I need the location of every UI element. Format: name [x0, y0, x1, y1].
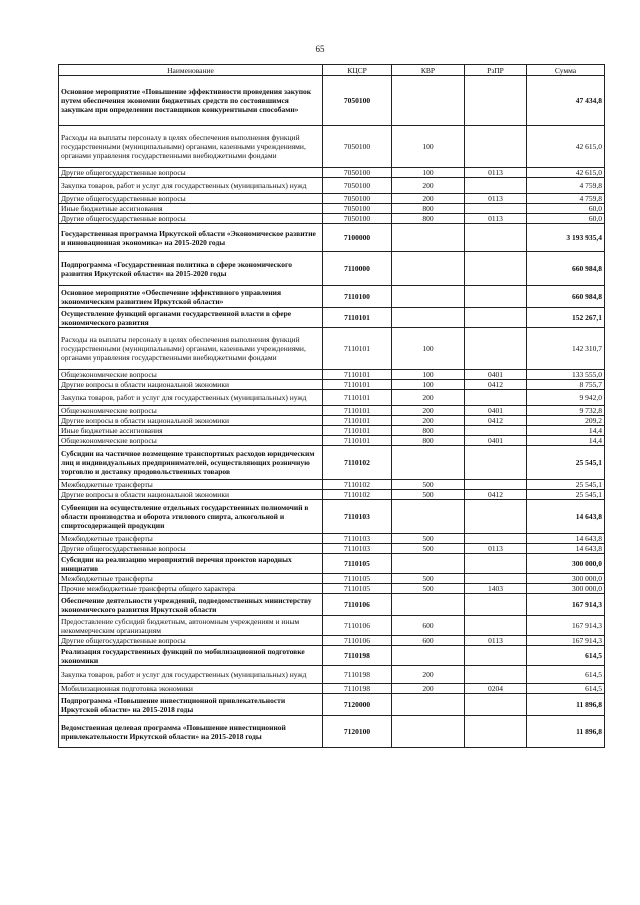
- table-row: [59, 694, 605, 716]
- cell-kvr: 500: [392, 584, 465, 594]
- cell-rzpr: 0113: [465, 636, 527, 646]
- cell-kvr: 600: [392, 616, 465, 636]
- cell-name: Обеспечение деятельности учреждений, подведомственных министерству экономического развития Иркутской области: [59, 594, 323, 616]
- cell-rzpr: [465, 534, 527, 544]
- cell-kvr: 500: [392, 480, 465, 490]
- cell-name: Подпрограмма «Государственная политика в сфере экономического развития Иркутской области» на 2015-2020 годы: [59, 252, 323, 286]
- table-row: [59, 666, 605, 684]
- cell-sum: 11 896,8: [527, 694, 605, 716]
- cell-kvr: 100: [392, 126, 465, 168]
- cell-kvr: 800: [392, 214, 465, 224]
- cell-kvr: [392, 716, 465, 748]
- cell-kvr: 500: [392, 490, 465, 500]
- cell-sum: 42 615,0: [527, 126, 605, 168]
- header-sum: Сумма: [527, 65, 605, 76]
- cell-sum: 9 732,8: [527, 406, 605, 416]
- cell-name: Иные бюджетные ассигнования: [59, 426, 323, 436]
- cell-kcsr: 7110100: [323, 286, 392, 308]
- cell-kcsr: 7110101: [323, 416, 392, 426]
- cell-rzpr: 0113: [465, 194, 527, 204]
- cell-sum: 14 643,8: [527, 534, 605, 544]
- cell-sum: 300 000,0: [527, 584, 605, 594]
- cell-kcsr: 7050100: [323, 178, 392, 194]
- cell-kcsr: 7110101: [323, 328, 392, 370]
- cell-kvr: 100: [392, 370, 465, 380]
- cell-rzpr: 0113: [465, 544, 527, 554]
- cell-kvr: 500: [392, 544, 465, 554]
- cell-kcsr: 7110105: [323, 554, 392, 574]
- cell-rzpr: [465, 480, 527, 490]
- cell-kvr: 200: [392, 666, 465, 684]
- cell-kvr: 200: [392, 406, 465, 416]
- table-row: [59, 544, 605, 554]
- table-row: [59, 380, 605, 390]
- cell-kcsr: 7120100: [323, 716, 392, 748]
- cell-rzpr: [465, 616, 527, 636]
- table-row: [59, 616, 605, 636]
- cell-rzpr: [465, 694, 527, 716]
- cell-sum: 209,2: [527, 416, 605, 426]
- table-row: [59, 178, 605, 194]
- cell-rzpr: 1403: [465, 584, 527, 594]
- cell-sum: 14,4: [527, 436, 605, 446]
- cell-kcsr: 7110101: [323, 390, 392, 406]
- table-row: [59, 406, 605, 416]
- cell-name: Субсидии на реализацию мероприятий перечня проектов народных инициатив: [59, 554, 323, 574]
- table-row: [59, 328, 605, 370]
- cell-rzpr: [465, 204, 527, 214]
- cell-rzpr: [465, 126, 527, 168]
- cell-kvr: [392, 76, 465, 126]
- cell-sum: 14 643,8: [527, 544, 605, 554]
- cell-kvr: [392, 252, 465, 286]
- cell-kcsr: 7050100: [323, 204, 392, 214]
- cell-sum: 660 984,8: [527, 286, 605, 308]
- cell-rzpr: 0401: [465, 406, 527, 416]
- cell-kvr: 100: [392, 328, 465, 370]
- cell-sum: 614,5: [527, 666, 605, 684]
- cell-name: Закупка товаров, работ и услуг для государственных (муниципальных) нужд: [59, 666, 323, 684]
- cell-kcsr: 7110198: [323, 666, 392, 684]
- cell-kvr: [392, 308, 465, 328]
- cell-kcsr: 7120000: [323, 694, 392, 716]
- cell-name: Прочие межбюджетные трансферты общего характера: [59, 584, 323, 594]
- cell-rzpr: 0113: [465, 168, 527, 178]
- cell-kvr: [392, 694, 465, 716]
- cell-rzpr: 0412: [465, 380, 527, 390]
- cell-name: Другие общегосударственные вопросы: [59, 214, 323, 224]
- cell-kvr: [392, 646, 465, 666]
- cell-kvr: 200: [392, 178, 465, 194]
- cell-name: Иные бюджетные ассигнования: [59, 204, 323, 214]
- cell-sum: 167 914,3: [527, 594, 605, 616]
- cell-name: Закупка товаров, работ и услуг для государственных (муниципальных) нужд: [59, 390, 323, 406]
- cell-kvr: [392, 224, 465, 252]
- cell-rzpr: [465, 646, 527, 666]
- cell-kcsr: 7110103: [323, 544, 392, 554]
- cell-name: Государственная программа Иркутской области «Экономическое развитие и инновационная экономика» на 2015-2020 годы: [59, 224, 323, 252]
- cell-rzpr: 0401: [465, 370, 527, 380]
- cell-name: Общеэкономические вопросы: [59, 370, 323, 380]
- cell-rzpr: 0401: [465, 436, 527, 446]
- cell-rzpr: [465, 446, 527, 480]
- table-row: [59, 490, 605, 500]
- cell-name: Другие вопросы в области национальной экономики: [59, 416, 323, 426]
- table-row: [59, 416, 605, 426]
- cell-kvr: 200: [392, 684, 465, 694]
- cell-sum: 9 942,0: [527, 390, 605, 406]
- cell-kvr: [392, 594, 465, 616]
- cell-name: Реализация государственных функций по мобилизационной подготовке экономики: [59, 646, 323, 666]
- cell-kvr: 100: [392, 168, 465, 178]
- cell-kcsr: 7110103: [323, 500, 392, 534]
- cell-kvr: 200: [392, 390, 465, 406]
- cell-name: Основное мероприятие «Обеспечение эффективного управления экономическим развитием Иркутской области»: [59, 286, 323, 308]
- table-row: [59, 252, 605, 286]
- cell-sum: 300 000,0: [527, 574, 605, 584]
- table-body: [59, 76, 605, 748]
- cell-sum: 167 914,3: [527, 616, 605, 636]
- page-number: 65: [315, 44, 325, 54]
- table-row: [59, 436, 605, 446]
- cell-kvr: 800: [392, 204, 465, 214]
- cell-name: Другие общегосударственные вопросы: [59, 636, 323, 646]
- cell-kvr: [392, 286, 465, 308]
- cell-name: Субвенции на осуществление отдельных государственных полномочий в области производства и оборота этилового спирта, алкогольной и спиртосодержащей продукции: [59, 500, 323, 534]
- cell-rzpr: [465, 76, 527, 126]
- cell-kcsr: 7110103: [323, 534, 392, 544]
- cell-sum: 142 310,7: [527, 328, 605, 370]
- cell-kcsr: 7050100: [323, 214, 392, 224]
- cell-name: Расходы на выплаты персоналу в целях обеспечения выполнения функций государственными (муниципальными) органами, казенными учреждениями, органами управления государственными внебюджетными фондами: [59, 328, 323, 370]
- header-name: Наименование: [59, 65, 323, 76]
- cell-kcsr: 7110101: [323, 406, 392, 416]
- cell-kcsr: 7110000: [323, 252, 392, 286]
- table-row: [59, 426, 605, 436]
- cell-kcsr: 7050100: [323, 168, 392, 178]
- table-row: [59, 446, 605, 480]
- cell-kcsr: 7110105: [323, 584, 392, 594]
- cell-rzpr: [465, 390, 527, 406]
- cell-kvr: 800: [392, 426, 465, 436]
- table-row: [59, 214, 605, 224]
- cell-kvr: 500: [392, 534, 465, 544]
- cell-kcsr: 7110101: [323, 370, 392, 380]
- cell-kcsr: 7110101: [323, 426, 392, 436]
- cell-rzpr: 0412: [465, 490, 527, 500]
- header-rzpr: РзПР: [465, 65, 527, 76]
- cell-rzpr: [465, 666, 527, 684]
- cell-name: Другие вопросы в области национальной экономики: [59, 490, 323, 500]
- header-row: [59, 65, 605, 76]
- table-row: [59, 194, 605, 204]
- cell-kcsr: 7110198: [323, 646, 392, 666]
- cell-kcsr: 7050100: [323, 126, 392, 168]
- cell-sum: 133 555,0: [527, 370, 605, 380]
- cell-kcsr: 7110106: [323, 616, 392, 636]
- cell-sum: 47 434,8: [527, 76, 605, 126]
- cell-kcsr: 7110102: [323, 490, 392, 500]
- cell-kvr: 600: [392, 636, 465, 646]
- cell-kvr: 100: [392, 380, 465, 390]
- cell-kcsr: 7110102: [323, 446, 392, 480]
- cell-name: Подпрограмма «Повышение инвестиционной привлекательности Иркутской области» на 2015-2018 годы: [59, 694, 323, 716]
- cell-kcsr: 7050100: [323, 76, 392, 126]
- cell-sum: 25 545,1: [527, 490, 605, 500]
- budget-table: [58, 64, 605, 748]
- table-row: [59, 584, 605, 594]
- cell-kcsr: 7110105: [323, 574, 392, 584]
- cell-kcsr: 7110101: [323, 308, 392, 328]
- cell-sum: 660 984,8: [527, 252, 605, 286]
- cell-kcsr: 7110106: [323, 594, 392, 616]
- cell-name: Предоставление субсидий бюджетным, автономным учреждениям и иным некоммерческим организациям: [59, 616, 323, 636]
- cell-sum: 60,0: [527, 204, 605, 214]
- cell-name: Расходы на выплаты персоналу в целях обеспечения выполнения функций государственными (муниципальными) органами, казенными учреждениями, органами управления государственными внебюджетными фондами: [59, 126, 323, 168]
- table-row: [59, 554, 605, 574]
- cell-kcsr: 7110102: [323, 480, 392, 490]
- cell-name: Другие общегосударственные вопросы: [59, 168, 323, 178]
- table-row: [59, 390, 605, 406]
- cell-rzpr: [465, 178, 527, 194]
- cell-sum: 614,5: [527, 684, 605, 694]
- table-row: [59, 286, 605, 308]
- cell-name: Межбюджетные трансферты: [59, 534, 323, 544]
- cell-kcsr: 7110106: [323, 636, 392, 646]
- cell-rzpr: [465, 554, 527, 574]
- table-row: [59, 636, 605, 646]
- cell-sum: 300 000,0: [527, 554, 605, 574]
- cell-name: Ведомственная целевая программа «Повышение инвестиционной привлекательности Иркутской области» на 2015-2018 годы: [59, 716, 323, 748]
- cell-rzpr: [465, 574, 527, 584]
- cell-sum: 60,0: [527, 214, 605, 224]
- table-row: [59, 204, 605, 214]
- cell-sum: 167 914,3: [527, 636, 605, 646]
- table-row: [59, 168, 605, 178]
- cell-rzpr: [465, 308, 527, 328]
- cell-name: Основное мероприятие «Повышение эффективности проведения закупок путем обеспечения экономии бюджетных средств по состоявшимся закупкам при определении поставщиков конкурентными способами»: [59, 76, 323, 126]
- table-row: [59, 370, 605, 380]
- cell-rzpr: [465, 328, 527, 370]
- cell-kvr: [392, 500, 465, 534]
- table-row: [59, 308, 605, 328]
- cell-name: Другие вопросы в области национальной экономики: [59, 380, 323, 390]
- cell-kcsr: 7100000: [323, 224, 392, 252]
- table-row: [59, 716, 605, 748]
- table-row: [59, 500, 605, 534]
- cell-kvr: [392, 446, 465, 480]
- cell-rzpr: [465, 224, 527, 252]
- cell-kcsr: 7110198: [323, 684, 392, 694]
- cell-sum: 614,5: [527, 646, 605, 666]
- cell-sum: 25 545,1: [527, 446, 605, 480]
- cell-sum: 14 643,8: [527, 500, 605, 534]
- table-row: [59, 534, 605, 544]
- cell-rzpr: [465, 594, 527, 616]
- table-row: [59, 574, 605, 584]
- cell-kvr: 200: [392, 416, 465, 426]
- cell-rzpr: [465, 252, 527, 286]
- cell-name: Закупка товаров, работ и услуг для государственных (муниципальных) нужд: [59, 178, 323, 194]
- cell-kcsr: 7050100: [323, 194, 392, 204]
- table-row: [59, 594, 605, 616]
- table-row: [59, 224, 605, 252]
- cell-rzpr: [465, 716, 527, 748]
- header-kcsr: КЦСР: [323, 65, 392, 76]
- cell-sum: 42 615,0: [527, 168, 605, 178]
- cell-name: Общеэкономические вопросы: [59, 406, 323, 416]
- cell-name: Мобилизационная подготовка экономики: [59, 684, 323, 694]
- cell-kcsr: 7110101: [323, 436, 392, 446]
- table-row: [59, 76, 605, 126]
- cell-name: Субсидии на частичное возмещение транспортных расходов юридическим лиц и индивидуальных предпринимателей, осуществляющих розничную торговлю и доставку продовольственных товаров: [59, 446, 323, 480]
- cell-name: Другие общегосударственные вопросы: [59, 544, 323, 554]
- cell-rzpr: 0113: [465, 214, 527, 224]
- table-row: [59, 480, 605, 490]
- cell-rzpr: [465, 286, 527, 308]
- cell-name: Осуществление функций органами государственной власти в сфере экономического развития: [59, 308, 323, 328]
- cell-sum: 152 267,1: [527, 308, 605, 328]
- cell-sum: 11 896,8: [527, 716, 605, 748]
- cell-rzpr: 0412: [465, 416, 527, 426]
- cell-sum: 8 755,7: [527, 380, 605, 390]
- cell-sum: 4 759,8: [527, 194, 605, 204]
- cell-name: Межбюджетные трансферты: [59, 480, 323, 490]
- table-row: [59, 126, 605, 168]
- cell-kvr: 200: [392, 194, 465, 204]
- table-row: [59, 646, 605, 666]
- cell-rzpr: 0204: [465, 684, 527, 694]
- cell-kvr: 800: [392, 436, 465, 446]
- cell-sum: 14,4: [527, 426, 605, 436]
- cell-sum: 25 545,1: [527, 480, 605, 490]
- cell-kvr: [392, 554, 465, 574]
- cell-name: Межбюджетные трансферты: [59, 574, 323, 584]
- cell-name: Другие общегосударственные вопросы: [59, 194, 323, 204]
- cell-name: Общеэкономические вопросы: [59, 436, 323, 446]
- cell-rzpr: [465, 500, 527, 534]
- header-kvr: КВР: [392, 65, 465, 76]
- cell-kcsr: 7110101: [323, 380, 392, 390]
- cell-sum: 4 759,8: [527, 178, 605, 194]
- cell-sum: 3 193 935,4: [527, 224, 605, 252]
- cell-kvr: 500: [392, 574, 465, 584]
- cell-rzpr: [465, 426, 527, 436]
- table-row: [59, 684, 605, 694]
